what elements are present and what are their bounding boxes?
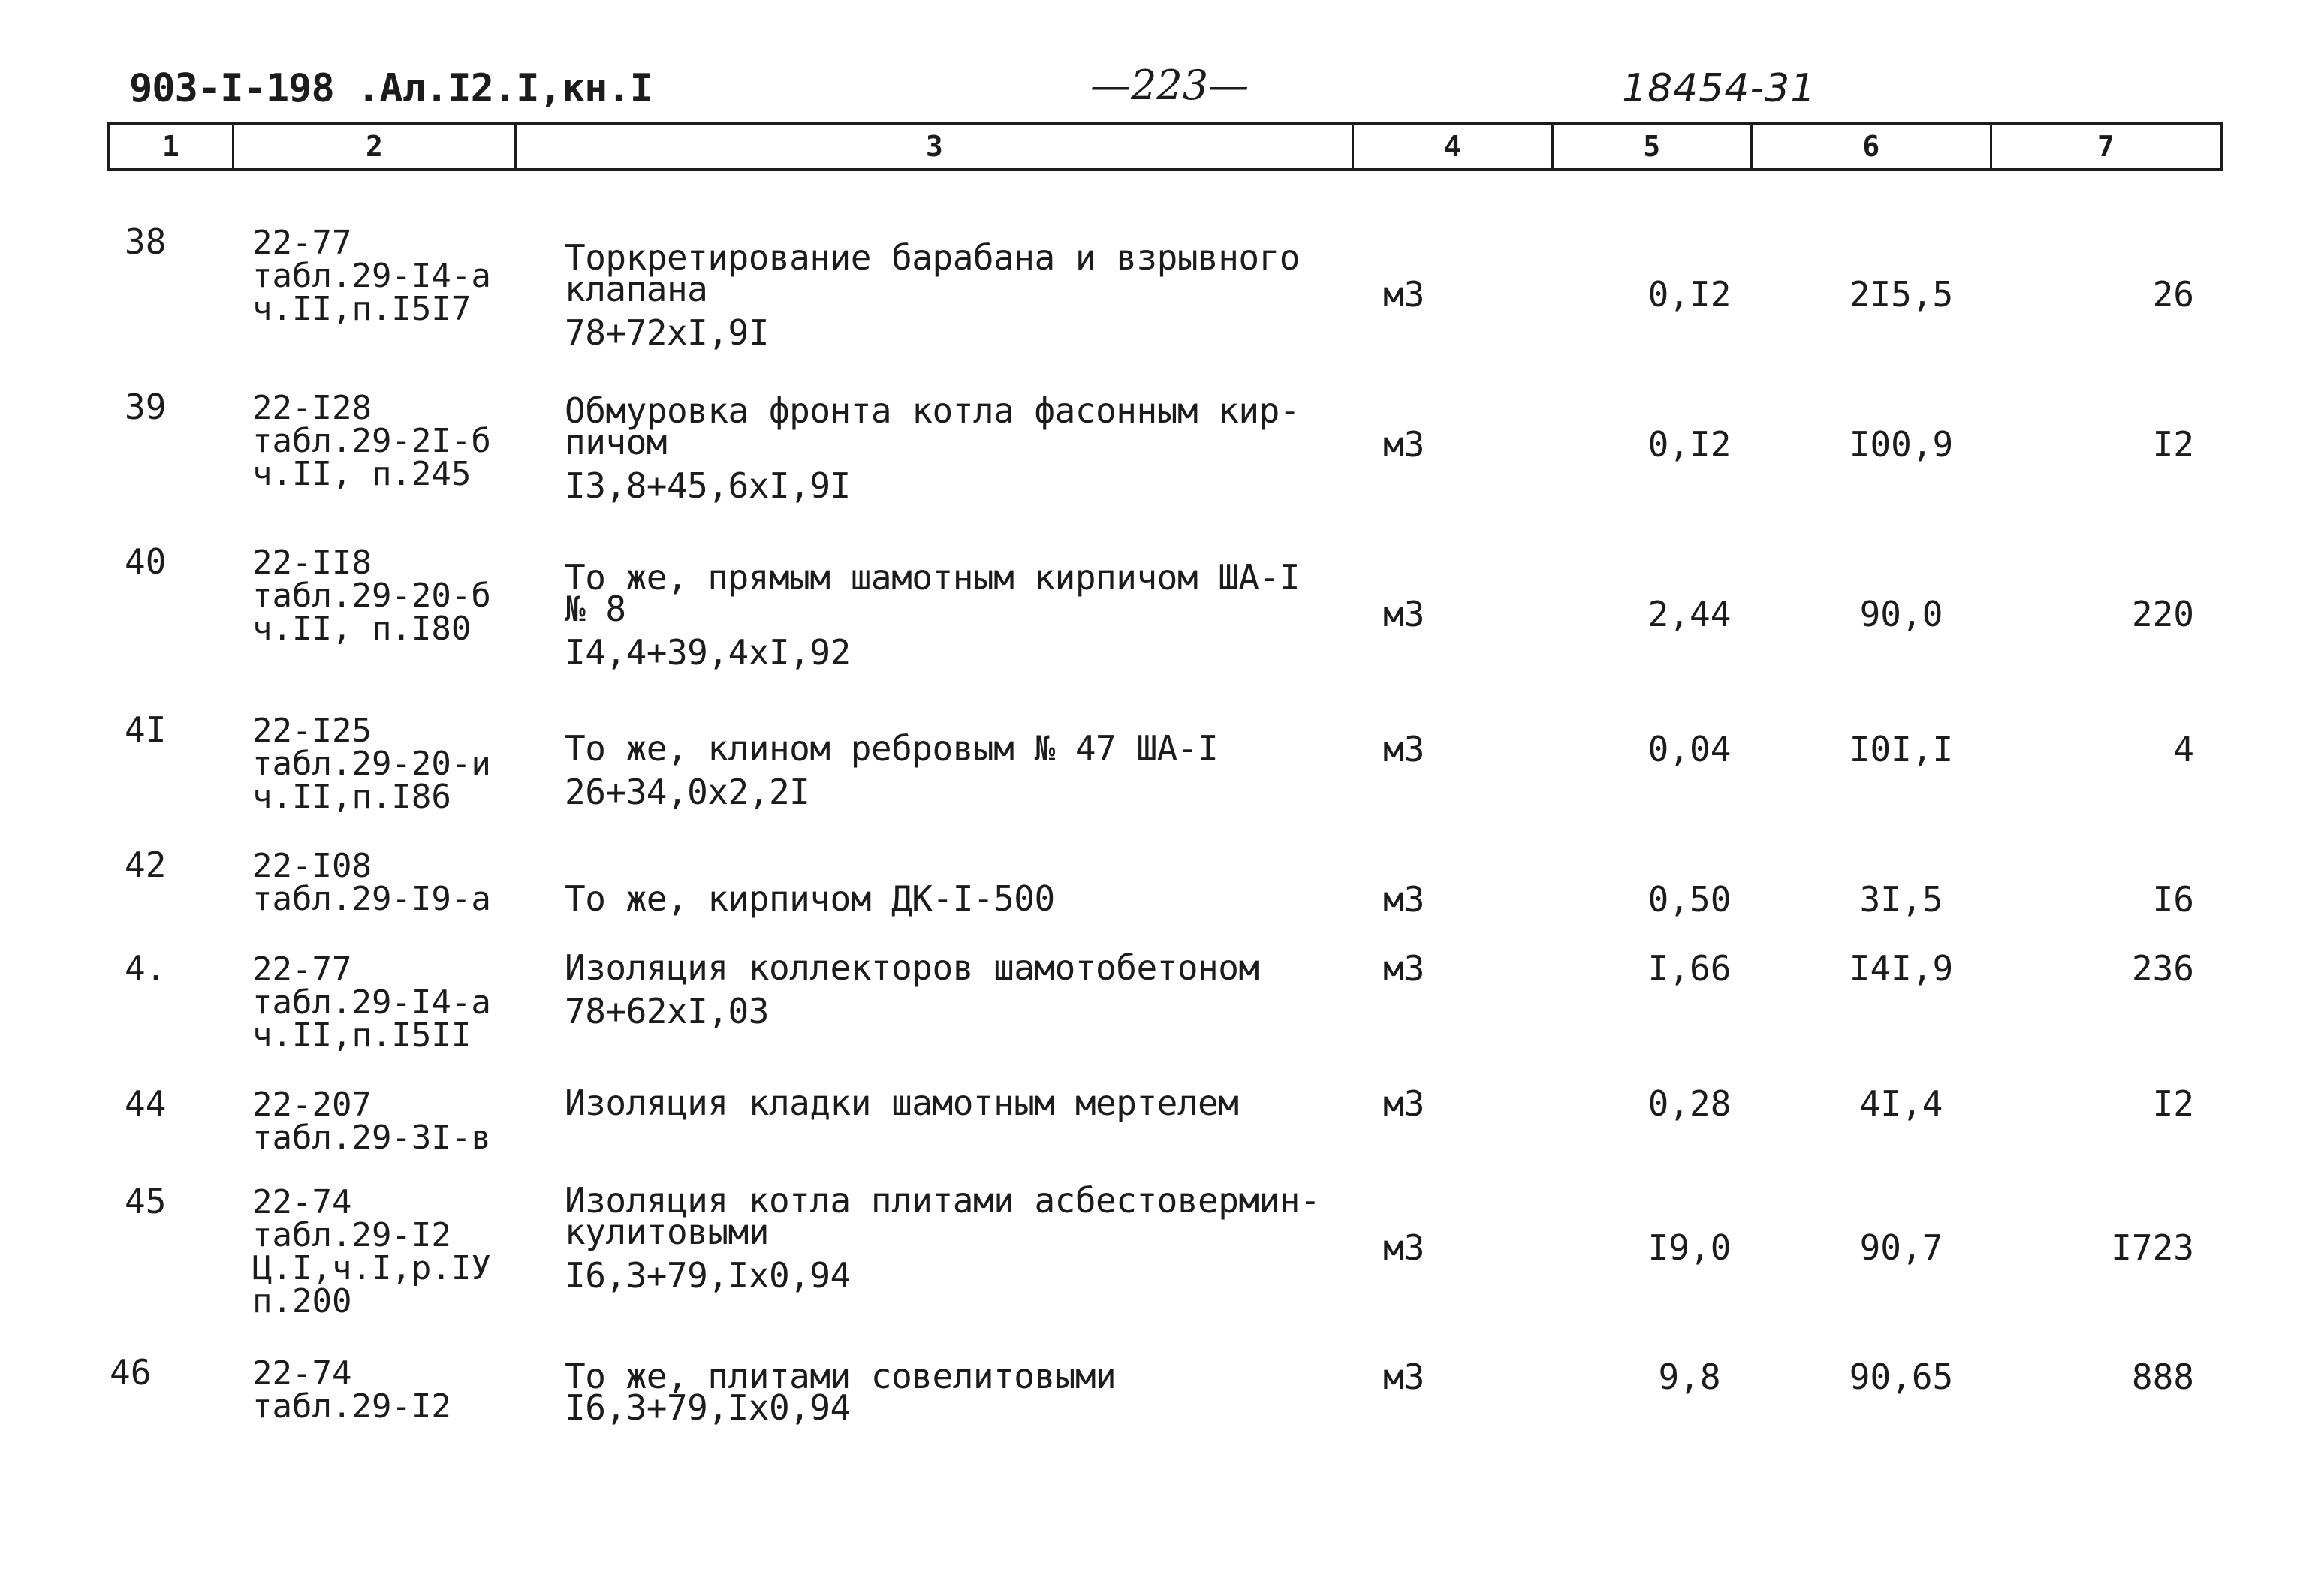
description-line: То же, кирпичом ДК-I-500 <box>565 878 1055 919</box>
rate-reference-line: табл.29-I2 <box>252 1387 451 1426</box>
rate-reference-line: ч.II,п.I86 <box>252 778 451 816</box>
calculation-formula: I4,4+39,4хI,92 <box>565 632 851 673</box>
quantity: 0,I2 <box>1647 274 1732 315</box>
unit-price: 3I,5 <box>1859 879 1943 920</box>
column-header-1: 1 <box>110 125 234 168</box>
column-header-7: 7 <box>2097 130 2115 163</box>
rate-reference-line: 22-74 <box>252 1354 352 1393</box>
page-number: —223— <box>1090 62 1249 109</box>
rate-reference-line: 22-I08 <box>252 847 372 885</box>
unit-of-measure: м3 <box>1383 424 1425 465</box>
rate-reference-line: 22-I25 <box>252 712 372 750</box>
unit-price: I0I,I <box>1849 729 1954 769</box>
rate-reference-line: табл.29-20-б <box>252 577 491 615</box>
rate-reference <box>252 224 491 328</box>
unit-price: I4I,9 <box>1849 948 1954 989</box>
total-cost: 26 <box>2152 274 2194 315</box>
work-description <box>565 947 1259 1031</box>
rate-reference-line: 22-207 <box>252 1086 372 1124</box>
rate-reference <box>252 389 491 493</box>
total-cost: I723 <box>2111 1227 2194 1268</box>
description-line: Изоляция коллекторов шамотобетоном <box>565 947 1259 988</box>
rate-reference-line: п.200 <box>252 1282 352 1320</box>
row-number: 38 <box>125 221 167 262</box>
work-description <box>565 237 1300 353</box>
unit-price: 90,0 <box>1859 594 1943 634</box>
rate-reference-line: 22-I28 <box>252 389 372 427</box>
rate-reference-line: табл.29-I9-а <box>252 880 491 918</box>
row-number: 4. <box>125 948 167 989</box>
row-number: 45 <box>125 1181 167 1221</box>
calculation-formula: 78+62хI,03 <box>565 991 769 1031</box>
calculation-formula: 78+72хI,9I <box>565 312 769 353</box>
calculation-formula: 26+34,0х2,2I <box>565 772 810 812</box>
quantity: I,66 <box>1647 948 1732 989</box>
quantity: 9,8 <box>1658 1357 1721 1397</box>
quantity: 0,04 <box>1647 729 1732 769</box>
row-number: 44 <box>125 1083 167 1124</box>
description-line: То же, плитами совелитовыми <box>565 1356 1117 1396</box>
column-number-header <box>107 122 2223 171</box>
description-line: пичом <box>565 422 667 462</box>
column-header-2: 2 <box>234 125 517 168</box>
description-line: Торкретирование барабана и взрывного <box>565 237 1300 278</box>
work-description <box>565 1180 1321 1296</box>
work-description <box>565 878 1055 919</box>
total-cost: 220 <box>2131 594 2194 634</box>
work-description <box>565 1083 1239 1123</box>
rate-reference <box>252 847 491 918</box>
description-line: Изоляция кладки шамотным мертелем <box>565 1083 1239 1123</box>
rate-reference <box>252 1354 451 1426</box>
work-description <box>565 390 1300 506</box>
work-description <box>565 557 1300 673</box>
description-line: клапана <box>565 269 708 309</box>
total-cost: 236 <box>2131 948 2194 989</box>
unit-of-measure: м3 <box>1383 274 1425 315</box>
quantity: 0,50 <box>1647 879 1732 920</box>
unit-of-measure: м3 <box>1383 879 1425 920</box>
rate-reference-line: 22-77 <box>252 224 352 262</box>
unit-price: 2I5,5 <box>1849 274 1954 315</box>
unit-of-measure: м3 <box>1383 948 1425 989</box>
rate-reference-line: табл.29-20-и <box>252 745 491 783</box>
rate-reference-line: Ц.I,ч.I,р.IУ <box>252 1249 491 1287</box>
rate-reference-line: табл.29-I4-а <box>252 257 491 295</box>
row-number: 46 <box>110 1352 152 1393</box>
calculation-formula: I6,3+79,Iх0,94 <box>565 1387 851 1428</box>
column-header-5: 5 <box>1554 125 1753 168</box>
unit-price: 4I,4 <box>1859 1083 1943 1124</box>
description-line: Обмуровка фронта котла фасонным кир- <box>565 390 1300 431</box>
rate-reference-line: ч.II, п.I80 <box>252 610 472 648</box>
row-number: 4I <box>125 709 167 750</box>
unit-of-measure: м3 <box>1383 1357 1425 1397</box>
quantity: 0,28 <box>1647 1083 1732 1124</box>
row-number: 42 <box>125 845 167 885</box>
description-line: Изоляция котла плитами асбестовермин- <box>565 1180 1321 1221</box>
rate-reference <box>252 950 491 1055</box>
rate-reference-line: табл.29-3I-в <box>252 1119 491 1157</box>
rate-reference <box>252 1183 491 1320</box>
total-cost: I2 <box>2152 424 2194 465</box>
total-cost: 4 <box>2173 729 2194 769</box>
rate-reference <box>252 1086 491 1157</box>
column-header-3: 3 <box>517 125 1354 168</box>
column-header-6: 6 <box>1753 125 1992 168</box>
unit-price: I00,9 <box>1849 424 1954 465</box>
description-line: То же, клином ребровым № 47 ША-I <box>565 728 1219 769</box>
rate-reference-line: 22-II8 <box>252 544 372 582</box>
inventory-number: 18454-31 <box>1622 66 1816 111</box>
rate-reference-line: табл.29-I4-а <box>252 983 491 1022</box>
description-line: кулитовыми <box>565 1212 769 1252</box>
column-header-4: 4 <box>1354 125 1553 168</box>
rate-reference <box>252 544 491 648</box>
unit-of-measure: м3 <box>1383 1227 1425 1268</box>
work-description <box>565 728 1219 812</box>
rate-reference-line: ч.II, п.245 <box>252 455 472 493</box>
quantity: 0,I2 <box>1647 424 1732 465</box>
unit-price: 90,65 <box>1849 1357 1954 1397</box>
unit-of-measure: м3 <box>1383 594 1425 634</box>
total-cost: 888 <box>2131 1357 2194 1397</box>
total-cost: I6 <box>2152 879 2194 920</box>
calculation-formula: I3,8+45,6хI,9I <box>565 465 851 506</box>
description-line: № 8 <box>565 589 626 629</box>
calculation-formula: I6,3+79,Iх0,94 <box>565 1255 851 1296</box>
description-line: То же, прямым шамотным кирпичом ША-I <box>565 557 1300 598</box>
rate-reference-line: табл.29-2I-б <box>252 422 491 460</box>
rate-reference-line: 22-77 <box>252 950 352 989</box>
unit-of-measure: м3 <box>1383 729 1425 769</box>
quantity: 2,44 <box>1647 594 1732 634</box>
document-code: 903-I-198 .Ал.I2.I,кн.I <box>129 66 653 111</box>
row-number: 39 <box>125 387 167 427</box>
rate-reference <box>252 712 491 816</box>
work-description <box>565 1356 1117 1428</box>
rate-reference-line: ч.II,п.I5I7 <box>252 290 472 328</box>
unit-price: 90,7 <box>1859 1227 1943 1268</box>
rate-reference-line: ч.II,п.I5II <box>252 1016 472 1055</box>
rate-reference-line: табл.29-I2 <box>252 1216 451 1254</box>
unit-of-measure: м3 <box>1383 1083 1425 1124</box>
total-cost: I2 <box>2152 1083 2194 1124</box>
rate-reference-line: 22-74 <box>252 1183 352 1221</box>
quantity: I9,0 <box>1647 1227 1732 1268</box>
row-number: 40 <box>125 541 167 582</box>
